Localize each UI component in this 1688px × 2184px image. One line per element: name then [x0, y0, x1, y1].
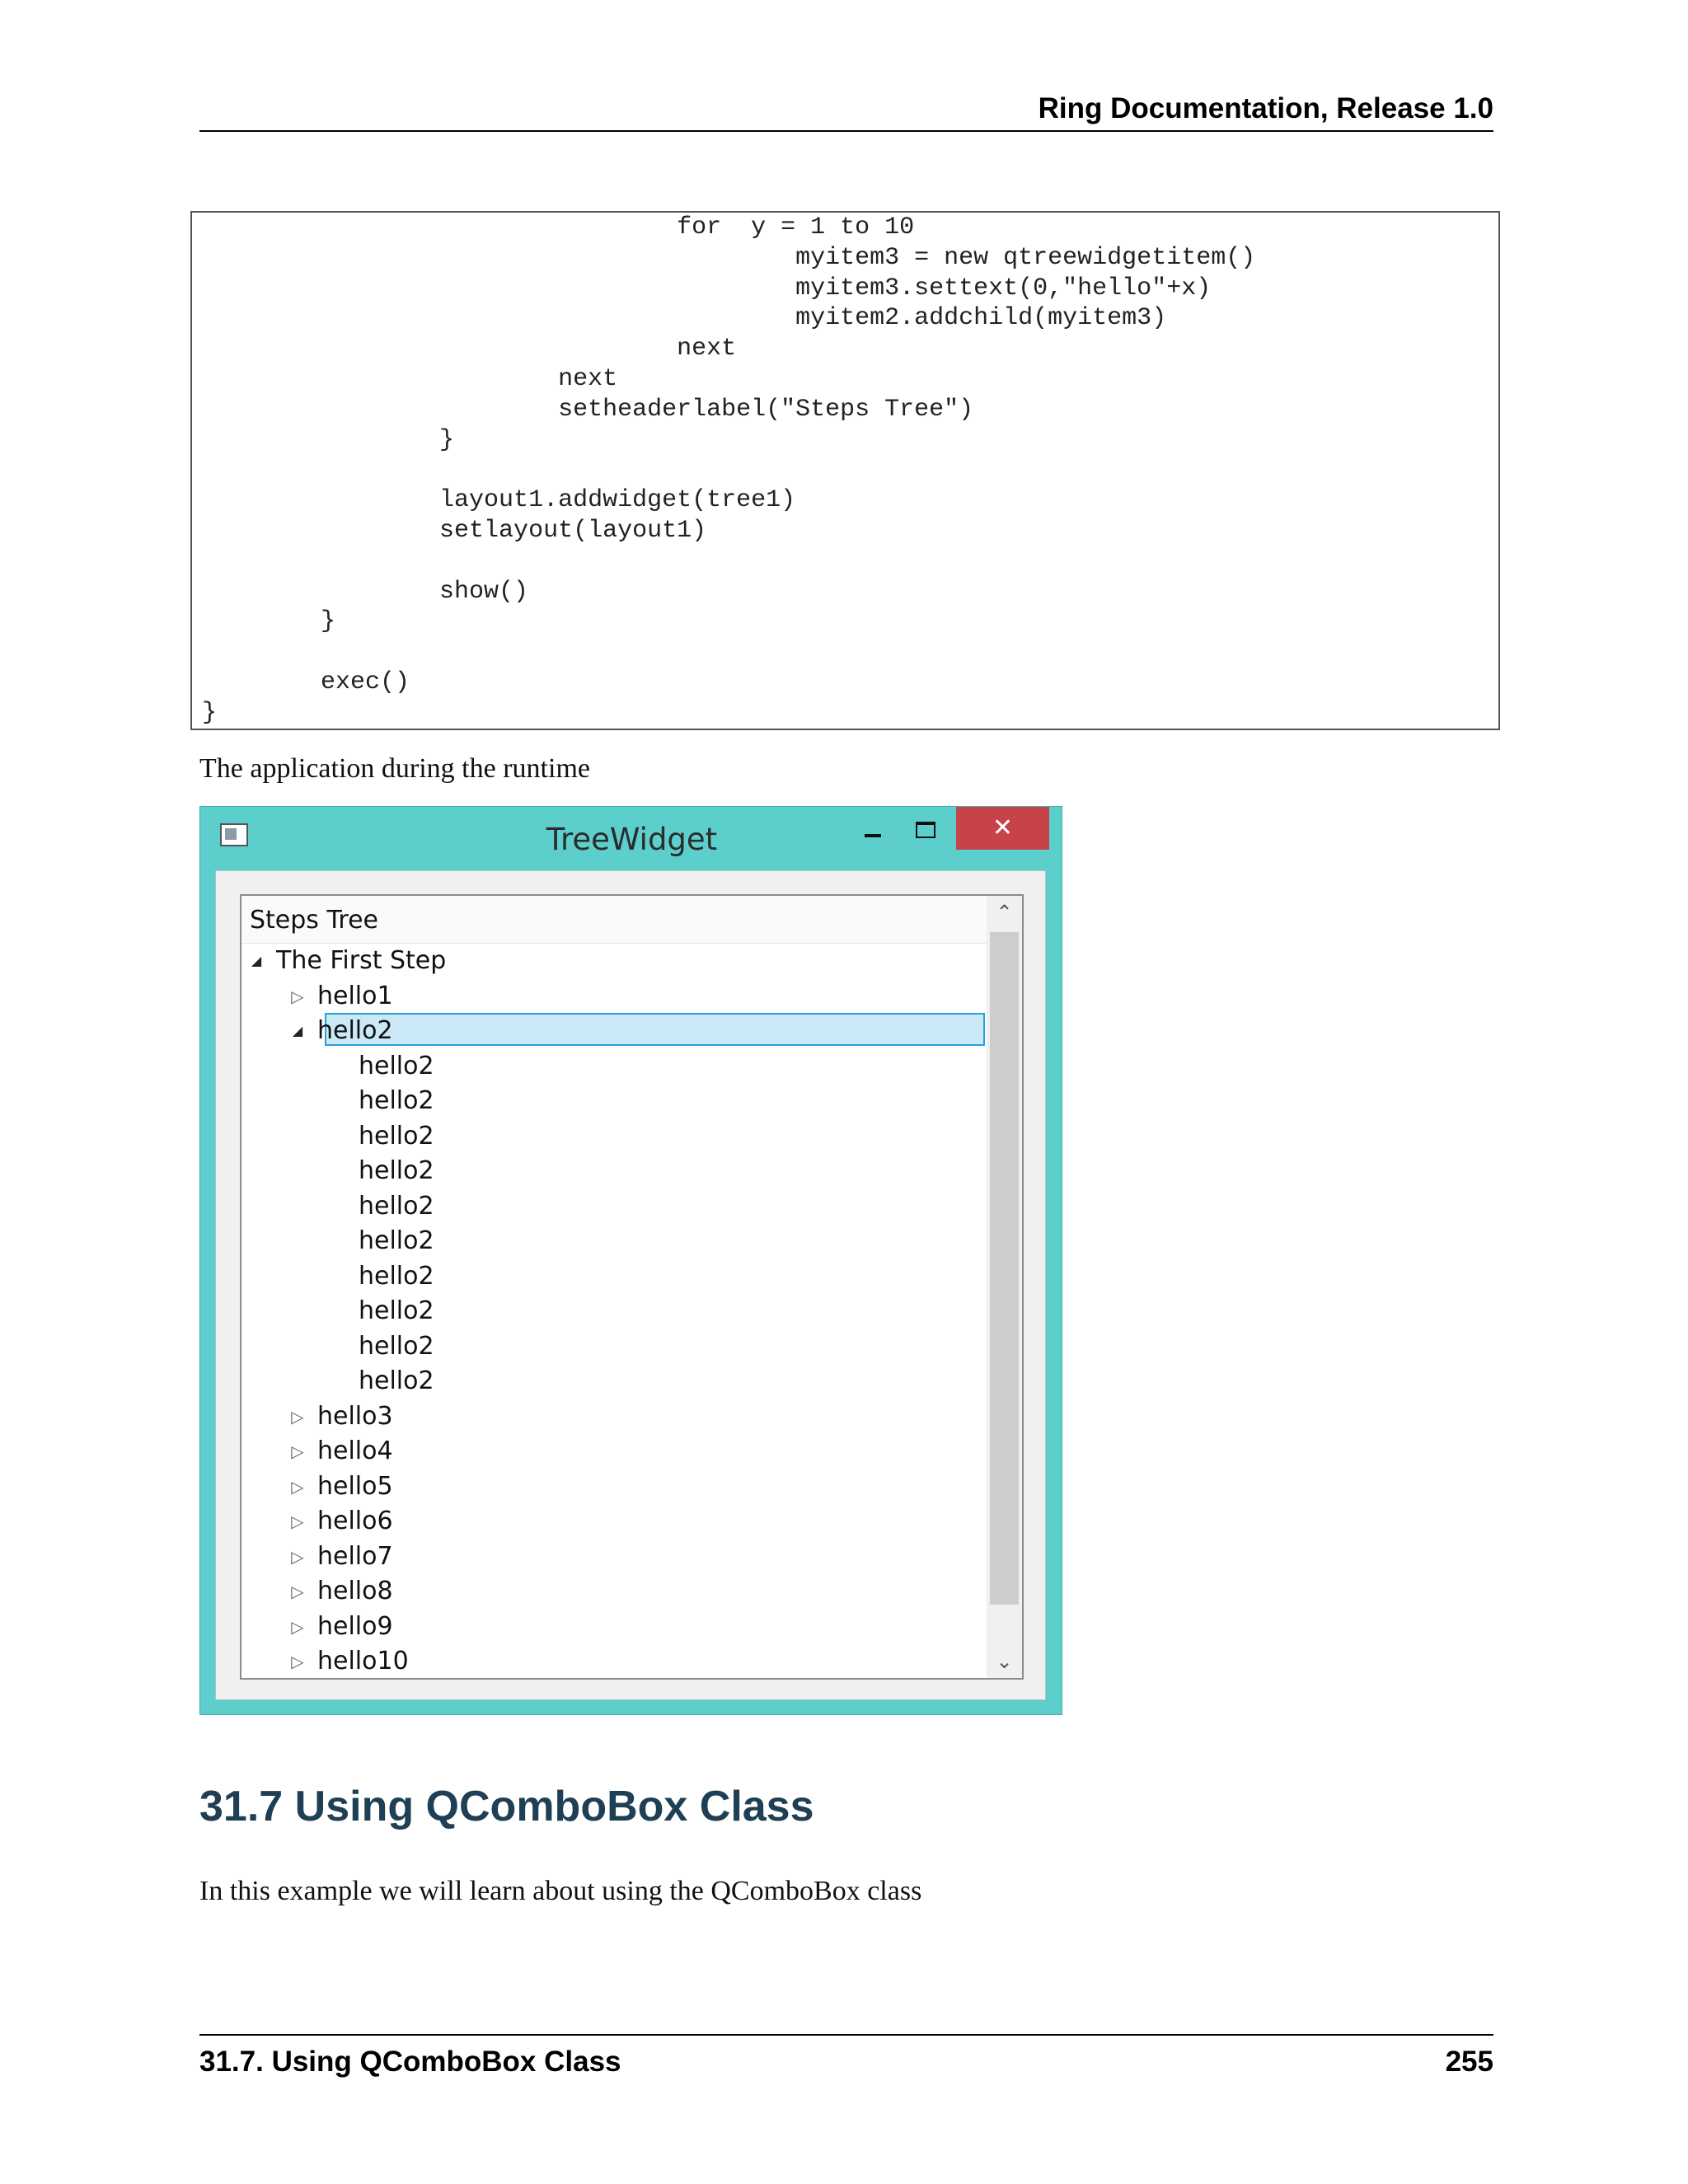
collapsed-arrow-icon[interactable]: ▷ [291, 1582, 304, 1601]
caption-text: The application during the runtime [199, 753, 590, 784]
tree-item[interactable] [241, 944, 987, 978]
collapsed-arrow-icon[interactable]: ▷ [291, 1476, 304, 1497]
window-title: TreeWidget [546, 822, 718, 857]
tree-item[interactable] [241, 1329, 987, 1364]
tree-item[interactable] [241, 1014, 987, 1048]
tree-item[interactable] [241, 1084, 987, 1118]
tree-item-label: hello3 [317, 1401, 393, 1431]
tree-item-label: hello2 [359, 1086, 434, 1115]
vertical-scrollbar[interactable] [987, 896, 1022, 1678]
tree-item[interactable] [241, 1049, 987, 1084]
tree-item-label: hello9 [317, 1611, 393, 1641]
footer-section: 31.7. Using QComboBox Class [199, 2046, 621, 2078]
collapsed-arrow-icon[interactable]: ▷ [291, 1546, 304, 1567]
intro-paragraph: In this example we will learn about using the QComboBox class [199, 1876, 922, 1906]
tree-item-label: hello2 [359, 1331, 434, 1361]
tree-item-label: hello6 [317, 1507, 393, 1535]
tree-item[interactable] [241, 979, 987, 1014]
scroll-down-icon[interactable]: ⌄ [996, 1650, 1013, 1673]
tree-item-label: hello8 [317, 1577, 393, 1605]
tree-item[interactable] [241, 1610, 987, 1644]
running-header: Ring Documentation, Release 1.0 [1038, 92, 1493, 124]
header-rule [199, 130, 1493, 132]
collapsed-arrow-icon[interactable]: ▷ [291, 986, 304, 1006]
tree-item[interactable] [241, 1259, 987, 1294]
tree-item[interactable] [241, 1364, 987, 1399]
tree-header-label[interactable]: Steps Tree [241, 896, 987, 944]
tree-item-label: hello2 [359, 1191, 434, 1221]
treewidget-window [199, 806, 1062, 1715]
close-button[interactable]: ✕ [956, 807, 1049, 850]
tree-item[interactable] [241, 1574, 987, 1609]
tree-item-label: hello2 [317, 1016, 393, 1045]
tree-item-label: hello2 [359, 1121, 434, 1151]
selection-highlight [325, 1013, 985, 1046]
page-number: 255 [1445, 2046, 1493, 2078]
tree-item[interactable] [241, 1224, 987, 1258]
tree-item[interactable] [241, 1154, 987, 1188]
collapsed-arrow-icon[interactable]: ▷ [291, 1441, 304, 1461]
tree-item-label: hello2 [359, 1156, 434, 1185]
collapsed-arrow-icon[interactable]: ▷ [291, 1511, 304, 1531]
tree-item-label: hello4 [317, 1436, 393, 1465]
tree-item-label: hello10 [317, 1647, 409, 1675]
collapsed-arrow-icon[interactable]: ▷ [291, 1616, 304, 1637]
tree-item[interactable] [241, 1644, 987, 1679]
tree-item-label: hello2 [359, 1366, 434, 1395]
tree-item-label: hello2 [359, 1226, 434, 1255]
tree-item-label: hello2 [359, 1261, 434, 1291]
minimize-icon[interactable] [865, 834, 881, 837]
expanded-arrow-icon[interactable]: ◢ [292, 1023, 303, 1038]
tree-item-label: hello1 [317, 981, 393, 1010]
tree-item[interactable] [241, 1189, 987, 1224]
window-client-area [215, 870, 1046, 1700]
tree-item-label: hello2 [359, 1296, 434, 1325]
footer-rule [199, 2034, 1493, 2036]
tree-item[interactable] [241, 1434, 987, 1469]
maximize-icon[interactable] [916, 822, 935, 838]
tree-item-label: hello7 [317, 1541, 393, 1571]
scroll-up-icon[interactable]: ⌃ [996, 901, 1013, 924]
scrollbar-thumb[interactable] [990, 932, 1019, 1605]
tree-widget[interactable] [240, 894, 1024, 1680]
tree-item-label: hello2 [359, 1051, 434, 1080]
code-text: for y = 1 to 10 myitem3 = new qtreewidgetitem() myitem3.settext(0,"hello"+x) myitem2.addchild(myitem3) next next setheaderlabel("Steps Tree") } layout1.addwidget(tree1) setlayout(layout1) show() } exec() } [202, 213, 1256, 727]
section-heading: 31.7 Using QComboBox Class [199, 1783, 814, 1830]
tree-item[interactable] [241, 1504, 987, 1539]
tree-item-label: hello5 [317, 1471, 393, 1501]
tree-item[interactable] [241, 1399, 987, 1434]
code-block [190, 211, 1500, 730]
tree-item[interactable] [241, 1294, 987, 1329]
tree-item[interactable] [241, 1119, 987, 1154]
tree-item[interactable] [241, 1469, 987, 1504]
collapsed-arrow-icon[interactable]: ▷ [291, 1652, 304, 1671]
expanded-arrow-icon[interactable]: ◢ [251, 953, 262, 968]
tree-item-label: The First Step [276, 946, 447, 975]
collapsed-arrow-icon[interactable]: ▷ [291, 1406, 304, 1427]
tree-item[interactable] [241, 1540, 987, 1574]
